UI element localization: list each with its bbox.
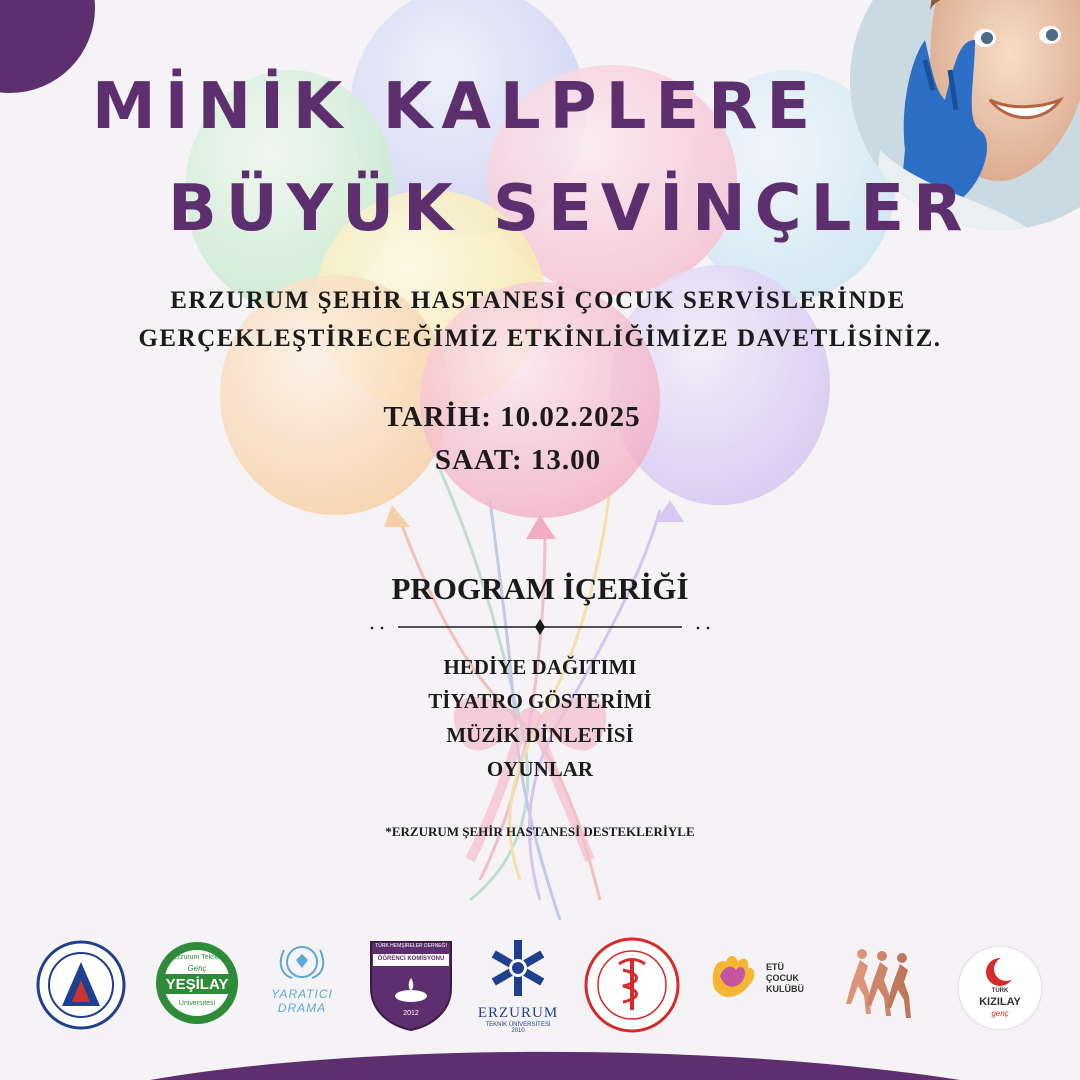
title-line-1: MİNİK KALPLERE bbox=[92, 70, 820, 144]
search-rescue-logo bbox=[36, 940, 126, 1035]
program-item: HEDİYE DAĞITIMI bbox=[443, 655, 637, 679]
program-item: OYUNLAR bbox=[486, 757, 594, 781]
yesilay-genc: Genç bbox=[187, 964, 207, 973]
event-date: TARİH: 10.02.2025 bbox=[383, 401, 641, 433]
divider-ornament bbox=[371, 619, 710, 635]
ohn-shield-logo bbox=[367, 938, 455, 1032]
ohn-year: 2012 bbox=[403, 1010, 419, 1017]
etu-year: 2010 bbox=[511, 1028, 525, 1034]
etu-logo bbox=[470, 938, 566, 1034]
kizilay-logo bbox=[956, 944, 1044, 1032]
program-item: MÜZİK DİNLETİSİ bbox=[446, 723, 634, 747]
bottom-wave bbox=[150, 1052, 960, 1080]
invite-line-1: ERZURUM ŞEHİR HASTANESİ ÇOCUK SERVİSLERİNDE bbox=[170, 287, 906, 314]
cocuk-line1: ETÜ bbox=[766, 962, 784, 972]
kizilay-name: KIZILAY bbox=[979, 996, 1021, 1008]
event-time: SAAT: 13.00 bbox=[434, 444, 602, 476]
yesilay-logo bbox=[154, 938, 240, 1033]
etu-name: ERZURUM bbox=[477, 1005, 559, 1021]
child-club-logo bbox=[706, 948, 816, 1012]
corner-decoration bbox=[0, 0, 95, 93]
runners-logo bbox=[842, 944, 918, 1025]
cocuk-line2: ÇOCUK bbox=[766, 973, 799, 983]
program-title: PROGRAM İÇERİĞİ bbox=[391, 571, 689, 606]
balloon-knot bbox=[526, 515, 556, 539]
ohn-top: TÜRK HEMŞİRELER DERNEĞİ bbox=[375, 943, 447, 949]
yesilay-bottom: Üniversitesi bbox=[178, 1000, 216, 1007]
program-item: TİYATRO GÖSTERİMİ bbox=[428, 689, 652, 713]
etu-sub: TEKNİK ÜNİVERSİTESİ bbox=[485, 1022, 551, 1028]
balloon-knot bbox=[384, 505, 410, 527]
health-ministry-seal bbox=[583, 936, 681, 1039]
kizilay-sub: genç bbox=[991, 1009, 1009, 1018]
balloon-pink bbox=[420, 282, 660, 518]
yesilay-name: YEŞİLAY bbox=[165, 976, 229, 993]
kizilay-top: TÜRK bbox=[991, 988, 1009, 994]
yesilay-top: Erzurum Teknik bbox=[172, 954, 222, 961]
drama-line2: DRAMA bbox=[277, 1001, 327, 1015]
invite-line-2: GERÇEKLEŞTİRECEĞİMİZ ETKİNLİĞİMİZE DAVETLİSİNİZ. bbox=[138, 325, 942, 352]
drama-logo bbox=[262, 942, 342, 1028]
ohn-mid: ÖĞRENCİ KOMİSYONU bbox=[377, 956, 445, 962]
drama-line1: YARATICI bbox=[271, 987, 333, 1001]
title-line-2: BÜYÜK SEVİNÇLER bbox=[168, 172, 972, 246]
support-note: *ERZURUM ŞEHİR HASTANESİ DESTEKLERİYLE bbox=[385, 824, 695, 839]
cocuk-line3: KULÜBÜ bbox=[766, 984, 804, 994]
